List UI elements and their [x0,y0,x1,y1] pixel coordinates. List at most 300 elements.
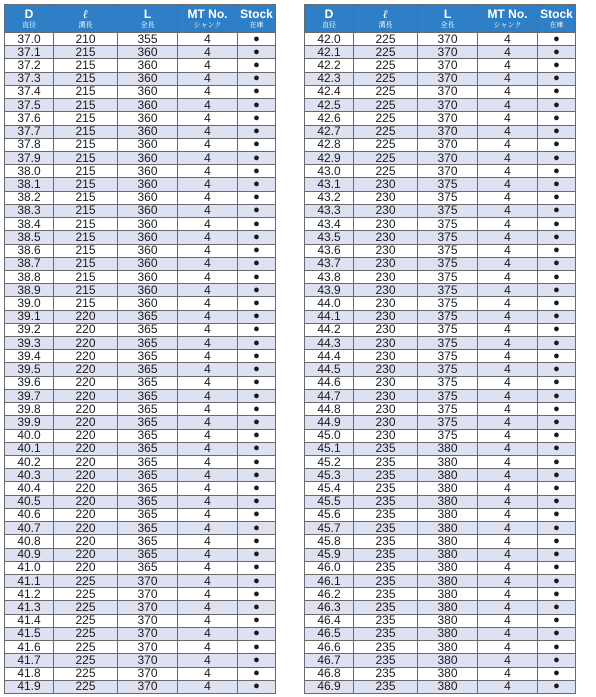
table-row [305,270,576,283]
cell-flute-length: 215 [54,125,118,138]
cell-flute-length: 220 [54,376,118,389]
cell-flute-length: 235 [354,535,418,548]
cell-overall-length: 375 [418,257,478,270]
stock-dot-icon: ● [238,469,276,482]
cell-flute-length: 210 [54,33,118,46]
cell-flute-length: 220 [54,561,118,574]
cell-flute-length: 235 [354,574,418,587]
table-row [305,191,576,204]
cell-mt-no: 4 [178,614,238,627]
cell-mt-no: 4 [178,85,238,98]
cell-overall-length: 370 [118,641,178,654]
cell-diameter: 38.7 [5,257,54,270]
table-row [305,389,576,402]
cell-diameter: 42.3 [305,72,354,85]
cell-mt-no: 4 [478,508,538,521]
cell-overall-length: 360 [118,244,178,257]
cell-diameter: 39.3 [5,337,54,350]
spec-table-right [304,4,576,694]
cell-overall-length: 370 [118,654,178,667]
stock-dot-icon: ● [538,442,576,455]
cell-diameter: 37.1 [5,46,54,59]
cell-mt-no: 4 [178,680,238,693]
stock-dot-icon: ● [238,561,276,574]
cell-overall-length: 360 [118,231,178,244]
stock-dot-icon: ● [238,680,276,693]
stock-dot-icon: ● [538,522,576,535]
stock-dot-icon: ● [538,363,576,376]
cell-flute-length: 220 [54,350,118,363]
spec-table-left [4,4,276,694]
cell-flute-length: 220 [54,429,118,442]
cell-diameter: 39.6 [5,376,54,389]
cell-overall-length: 380 [418,574,478,587]
table-row [5,257,276,270]
table-row [5,323,276,336]
header-label: ℓ [82,7,89,21]
cell-mt-no: 4 [478,482,538,495]
cell-overall-length: 370 [418,72,478,85]
table-row [305,85,576,98]
cell-overall-length: 365 [118,389,178,402]
cell-diameter: 43.9 [305,284,354,297]
cell-diameter: 38.5 [5,231,54,244]
cell-flute-length: 225 [354,165,418,178]
table-row [5,46,276,59]
cell-mt-no: 4 [478,403,538,416]
stock-dot-icon: ● [238,138,276,151]
cell-mt-no: 4 [178,165,238,178]
stock-dot-icon: ● [538,125,576,138]
cell-flute-length: 220 [54,442,118,455]
cell-flute-length: 225 [54,614,118,627]
cell-mt-no: 4 [178,456,238,469]
cell-mt-no: 4 [478,469,538,482]
cell-diameter: 39.9 [5,416,54,429]
cell-overall-length: 375 [418,416,478,429]
stock-dot-icon: ● [238,416,276,429]
cell-flute-length: 235 [354,680,418,693]
cell-diameter: 41.6 [5,641,54,654]
cell-overall-length: 375 [418,297,478,310]
cell-mt-no: 4 [178,270,238,283]
table-row [5,641,276,654]
cell-diameter: 38.9 [5,284,54,297]
cell-overall-length: 360 [118,112,178,125]
header-flute-length [354,5,418,33]
cell-flute-length: 225 [54,574,118,587]
header-sublabel: シャンク [493,22,522,29]
table-row [5,654,276,667]
table-row [5,680,276,693]
stock-dot-icon: ● [238,535,276,548]
stock-dot-icon: ● [238,403,276,416]
cell-diameter: 45.9 [305,548,354,561]
stock-dot-icon: ● [538,165,576,178]
header-label: D [324,7,334,21]
header-sublabel: 在庫 [549,22,564,29]
cell-flute-length: 215 [54,244,118,257]
cell-diameter: 37.5 [5,99,54,112]
cell-flute-length: 220 [54,456,118,469]
stock-dot-icon: ● [538,310,576,323]
stock-dot-icon: ● [238,482,276,495]
stock-dot-icon: ● [238,667,276,680]
table-row [305,323,576,336]
cell-flute-length: 235 [354,588,418,601]
header-label: L [443,7,452,21]
cell-mt-no: 4 [178,99,238,112]
cell-diameter: 42.6 [305,112,354,125]
table-row [5,376,276,389]
cell-flute-length: 235 [354,442,418,455]
table-row [305,614,576,627]
stock-dot-icon: ● [238,218,276,231]
cell-overall-length: 370 [118,614,178,627]
cell-overall-length: 365 [118,350,178,363]
table-row [305,46,576,59]
table-row [5,59,276,72]
cell-overall-length: 380 [418,548,478,561]
stock-dot-icon: ● [238,204,276,217]
cell-mt-no: 4 [178,574,238,587]
stock-dot-icon: ● [538,614,576,627]
cell-overall-length: 380 [418,508,478,521]
stock-dot-icon: ● [238,548,276,561]
cell-overall-length: 365 [118,508,178,521]
cell-diameter: 38.1 [5,178,54,191]
cell-flute-length: 230 [354,363,418,376]
cell-overall-length: 360 [118,178,178,191]
stock-dot-icon: ● [238,495,276,508]
stock-dot-icon: ● [538,99,576,112]
stock-dot-icon: ● [238,522,276,535]
stock-dot-icon: ● [238,508,276,521]
stock-dot-icon: ● [538,667,576,680]
stock-dot-icon: ● [238,46,276,59]
cell-mt-no: 4 [178,667,238,680]
cell-diameter: 38.6 [5,244,54,257]
cell-diameter: 46.6 [305,641,354,654]
table-row [305,535,576,548]
cell-mt-no: 4 [478,654,538,667]
cell-diameter: 38.4 [5,218,54,231]
cell-diameter: 39.5 [5,363,54,376]
table-row [305,641,576,654]
stock-dot-icon: ● [238,389,276,402]
table-body [5,33,276,694]
cell-diameter: 42.2 [305,59,354,72]
cell-diameter: 41.3 [5,601,54,614]
cell-overall-length: 370 [418,59,478,72]
table-row [305,231,576,244]
cell-mt-no: 4 [178,522,238,535]
table-row [5,125,276,138]
cell-flute-length: 225 [354,72,418,85]
cell-overall-length: 375 [418,218,478,231]
cell-flute-length: 225 [354,33,418,46]
cell-mt-no: 4 [478,46,538,59]
cell-overall-length: 375 [418,178,478,191]
table-row [305,561,576,574]
stock-dot-icon: ● [238,33,276,46]
table-row [5,403,276,416]
cell-overall-length: 365 [118,561,178,574]
table-row [305,33,576,46]
stock-dot-icon: ● [238,165,276,178]
stock-dot-icon: ● [538,46,576,59]
header-sublabel: 溝長 [78,22,93,29]
table-row [5,561,276,574]
cell-mt-no: 4 [478,244,538,257]
cell-mt-no: 4 [478,376,538,389]
table-row [5,138,276,151]
cell-mt-no: 4 [478,588,538,601]
table-row [5,627,276,640]
cell-diameter: 45.8 [305,535,354,548]
cell-flute-length: 230 [354,297,418,310]
cell-diameter: 44.9 [305,416,354,429]
cell-diameter: 44.1 [305,310,354,323]
cell-flute-length: 215 [54,257,118,270]
table-row [305,508,576,521]
cell-flute-length: 225 [354,112,418,125]
cell-overall-length: 380 [418,522,478,535]
cell-flute-length: 225 [354,138,418,151]
table-row [5,191,276,204]
cell-diameter: 37.2 [5,59,54,72]
table-row [5,284,276,297]
cell-mt-no: 4 [478,218,538,231]
stock-dot-icon: ● [238,363,276,376]
cell-mt-no: 4 [178,561,238,574]
table-row [5,482,276,495]
cell-overall-length: 360 [118,257,178,270]
cell-overall-length: 360 [118,46,178,59]
cell-overall-length: 360 [118,85,178,98]
cell-diameter: 45.1 [305,442,354,455]
cell-mt-no: 4 [478,138,538,151]
cell-overall-length: 380 [418,535,478,548]
stock-dot-icon: ● [238,654,276,667]
cell-mt-no: 4 [478,522,538,535]
table-row [5,588,276,601]
stock-dot-icon: ● [538,561,576,574]
table-row [5,178,276,191]
table-row [5,522,276,535]
cell-flute-length: 215 [54,59,118,72]
cell-overall-length: 360 [118,191,178,204]
cell-overall-length: 380 [418,667,478,680]
cell-mt-no: 4 [178,482,238,495]
cell-flute-length: 235 [354,614,418,627]
cell-diameter: 37.7 [5,125,54,138]
stock-dot-icon: ● [238,231,276,244]
cell-diameter: 44.4 [305,350,354,363]
cell-flute-length: 220 [54,403,118,416]
cell-diameter: 43.4 [305,218,354,231]
stock-dot-icon: ● [538,389,576,402]
cell-mt-no: 4 [178,112,238,125]
cell-flute-length: 230 [354,231,418,244]
cell-overall-length: 375 [418,376,478,389]
stock-dot-icon: ● [238,350,276,363]
cell-overall-length: 360 [118,125,178,138]
cell-diameter: 42.9 [305,151,354,164]
cell-overall-length: 360 [118,99,178,112]
cell-overall-length: 375 [418,191,478,204]
table-header [5,5,276,33]
cell-diameter: 37.4 [5,85,54,98]
cell-diameter: 46.2 [305,588,354,601]
cell-overall-length: 370 [418,99,478,112]
cell-diameter: 40.3 [5,469,54,482]
cell-mt-no: 4 [478,178,538,191]
cell-overall-length: 370 [418,125,478,138]
header-sublabel: 溝長 [378,22,393,29]
cell-diameter: 44.6 [305,376,354,389]
cell-flute-length: 220 [54,495,118,508]
cell-mt-no: 4 [178,588,238,601]
cell-diameter: 44.7 [305,389,354,402]
cell-diameter: 45.4 [305,482,354,495]
cell-mt-no: 4 [178,151,238,164]
cell-mt-no: 4 [478,165,538,178]
table-row [305,495,576,508]
cell-overall-length: 365 [118,495,178,508]
stock-dot-icon: ● [238,257,276,270]
cell-mt-no: 4 [178,627,238,640]
cell-mt-no: 4 [178,178,238,191]
cell-flute-length: 215 [54,231,118,244]
cell-flute-length: 230 [354,257,418,270]
cell-flute-length: 235 [354,561,418,574]
table-row [5,574,276,587]
cell-mt-no: 4 [178,191,238,204]
cell-diameter: 41.9 [5,680,54,693]
header-stock [238,5,276,33]
cell-flute-length: 220 [54,389,118,402]
cell-diameter: 42.1 [305,46,354,59]
cell-overall-length: 380 [418,456,478,469]
cell-diameter: 45.2 [305,456,354,469]
stock-dot-icon: ● [538,191,576,204]
cell-flute-length: 230 [354,244,418,257]
cell-mt-no: 4 [178,376,238,389]
cell-flute-length: 215 [54,72,118,85]
cell-overall-length: 360 [118,151,178,164]
cell-mt-no: 4 [478,456,538,469]
cell-diameter: 39.2 [5,323,54,336]
cell-mt-no: 4 [178,297,238,310]
table-row [305,138,576,151]
cell-flute-length: 235 [354,601,418,614]
cell-mt-no: 4 [178,641,238,654]
header-sublabel: 直径 [22,22,36,29]
cell-overall-length: 365 [118,416,178,429]
cell-flute-length: 215 [54,191,118,204]
cell-overall-length: 380 [418,627,478,640]
cell-diameter: 38.8 [5,270,54,283]
cell-diameter: 46.9 [305,680,354,693]
cell-overall-length: 365 [118,469,178,482]
cell-mt-no: 4 [478,442,538,455]
table-body [305,33,576,694]
table-row [305,218,576,231]
cell-mt-no: 4 [478,680,538,693]
cell-flute-length: 225 [54,641,118,654]
cell-overall-length: 375 [418,284,478,297]
cell-overall-length: 375 [418,204,478,217]
cell-overall-length: 370 [418,138,478,151]
cell-diameter: 41.7 [5,654,54,667]
table-row [5,231,276,244]
cell-overall-length: 380 [418,654,478,667]
stock-dot-icon: ● [538,337,576,350]
cell-flute-length: 215 [54,138,118,151]
cell-diameter: 40.8 [5,535,54,548]
stock-dot-icon: ● [538,627,576,640]
stock-dot-icon: ● [538,601,576,614]
header-label: MT No. [487,7,528,21]
cell-overall-length: 370 [418,151,478,164]
cell-diameter: 41.4 [5,614,54,627]
stock-dot-icon: ● [238,297,276,310]
cell-flute-length: 235 [354,627,418,640]
cell-diameter: 43.6 [305,244,354,257]
cell-mt-no: 4 [178,389,238,402]
cell-mt-no: 4 [178,46,238,59]
cell-mt-no: 4 [178,363,238,376]
cell-flute-length: 230 [354,337,418,350]
stock-dot-icon: ● [538,482,576,495]
cell-diameter: 45.5 [305,495,354,508]
cell-diameter: 41.8 [5,667,54,680]
cell-diameter: 37.0 [5,33,54,46]
cell-diameter: 46.4 [305,614,354,627]
cell-mt-no: 4 [478,495,538,508]
stock-dot-icon: ● [538,456,576,469]
stock-dot-icon: ● [238,588,276,601]
stock-dot-icon: ● [538,112,576,125]
cell-flute-length: 230 [354,204,418,217]
cell-flute-length: 235 [354,667,418,680]
cell-diameter: 46.1 [305,574,354,587]
cell-mt-no: 4 [178,204,238,217]
cell-mt-no: 4 [178,601,238,614]
cell-overall-length: 360 [118,297,178,310]
table-row [305,59,576,72]
cell-overall-length: 370 [418,165,478,178]
cell-overall-length: 380 [418,588,478,601]
cell-overall-length: 365 [118,522,178,535]
cell-overall-length: 375 [418,310,478,323]
cell-flute-length: 235 [354,469,418,482]
table-row [305,284,576,297]
stock-dot-icon: ● [238,614,276,627]
cell-diameter: 42.5 [305,99,354,112]
cell-overall-length: 380 [418,482,478,495]
cell-overall-length: 370 [118,667,178,680]
cell-flute-length: 225 [54,680,118,693]
table-row [5,310,276,323]
cell-flute-length: 220 [54,548,118,561]
header-overall-length [118,5,178,33]
cell-diameter: 37.3 [5,72,54,85]
cell-flute-length: 230 [354,429,418,442]
table-row [5,429,276,442]
cell-flute-length: 235 [354,522,418,535]
